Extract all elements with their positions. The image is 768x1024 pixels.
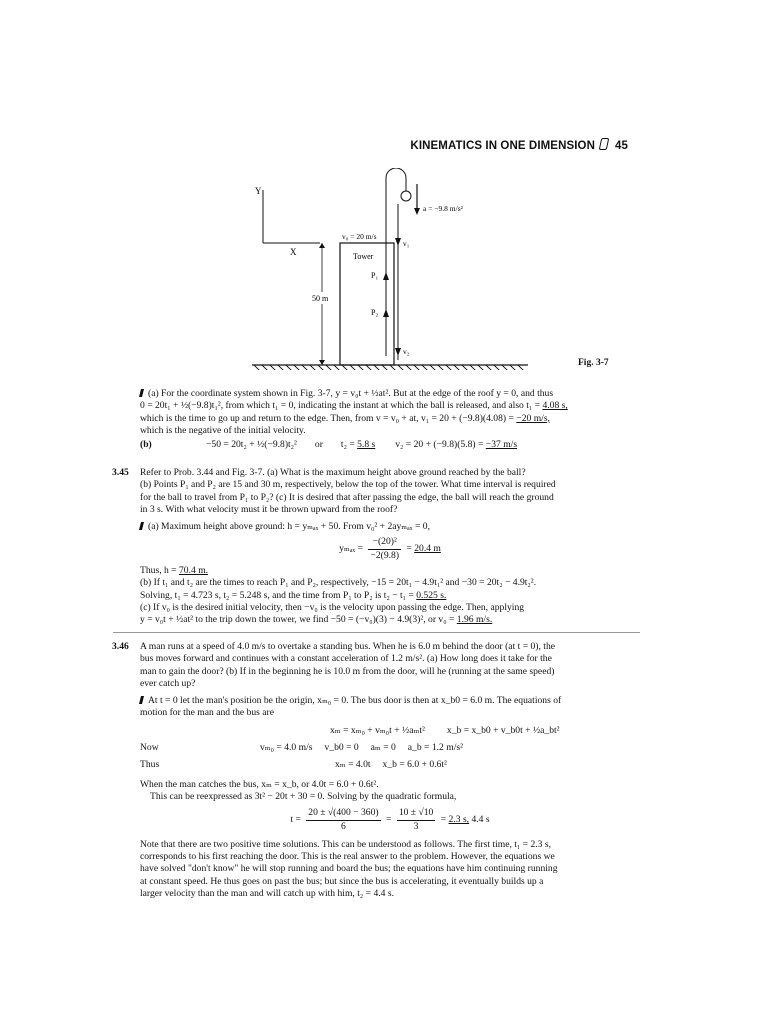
thus-label: Thus xyxy=(140,759,160,771)
answer-t1-bus: 2.3 s, xyxy=(448,814,470,826)
problem-number-3-46: 3.46 xyxy=(112,641,129,652)
q345-line1: Refer to Prob. 3.44 and Fig. 3-7. (a) What is the maximum height above ground reached by the ball? xyxy=(140,467,526,478)
running-header xyxy=(0,138,628,152)
x-axis-label: X xyxy=(290,247,297,257)
arrow-up-icon-2 xyxy=(383,309,389,317)
eq-b3: v₂ = 20 + (−9.8)(5.8) = −37 m/s xyxy=(395,439,518,451)
answer-ymax: 20.4 m xyxy=(414,543,441,555)
q346-line4: ever catch up? xyxy=(140,677,196,689)
sol-344-line3: which is the time to go up and return to the edge. Then, from v = v₀ + at, v₁ = 20 + (−9.8)(4.08) = xyxy=(140,412,517,424)
note-line2: corresponds to his first reaching the door. This is the real answer to the problem. However, the equations we xyxy=(140,851,555,863)
v1-label: v₁ xyxy=(403,239,410,248)
chapter-title: KINEMATICS IN ONE DIMENSION xyxy=(410,140,595,152)
v2-label: v₂ xyxy=(403,347,410,356)
a345-line5: (c) If v₀ is the desired initial velocity, then −v₀ is the velocity upon passing the edge. Then, applying xyxy=(140,601,525,613)
problem-3-45 xyxy=(140,467,640,627)
ground-hatching xyxy=(254,365,524,370)
q346-line2: bus moves forward and continues with a constant acceleration of 1.2 m/s². (a) How long does it take for the xyxy=(140,653,552,665)
solution-marker-icon-3 xyxy=(139,696,144,704)
q345-line2: (b) Points P₁ and P₂ are 15 and 30 m, respectively, below the top of the tower. What time interval is required xyxy=(140,479,556,491)
eq-b2: t₂ = 5.8 s xyxy=(340,439,376,451)
q346-line1: A man runs at a speed of 4.0 m/s to overtake a standing bus. When he is 6.0 m behind the door (at t = 0), the xyxy=(140,641,556,652)
ymax-equation: yₘₐₓ = $\frac{\text{−(20)²}}{-2(9.8)}$ = 20.4 m xyxy=(339,536,441,561)
note-line1: Note that there are two positive time solutions. This can be understood as follows. The first time, t₁ = 2.3 s, xyxy=(140,838,552,850)
q345-line3: for the ball to travel from P₁ to P₂? (c) It is desired that after passing the edge, the ball will reach the ground xyxy=(140,491,554,503)
a346-line4: This can be reexpressed as 3t² − 20t + 30 = 0. Solving by the quadratic formula, xyxy=(150,790,457,802)
chapter-marker-icon xyxy=(599,138,610,150)
note-line4: at constant speed. He thus goes on past the bus; but since the bus is accelerating, it eventually builds up a xyxy=(140,875,544,887)
answer-v1: −20 m/s, xyxy=(516,412,550,424)
now-label: Now xyxy=(140,742,159,754)
height-label: 50 m xyxy=(312,294,329,303)
eq-man: xₘ = xₘ₀ + vₘ₀t + ½aₘt² xyxy=(330,724,425,736)
p1-label: P₁ xyxy=(371,271,379,280)
solution-marker-icon xyxy=(139,389,144,397)
now-values: vₘ₀ = 4.0 m/s v_b0 = 0 aₘ = 0 a_b = 1.2 m/s² xyxy=(260,742,463,754)
page-number: 45 xyxy=(615,140,628,152)
a345-line4: Solving, t₁ = 4.723 s, t₂ = 5.248 s, and the time from P₁ to P₂ is t₂ − t₁ = xyxy=(140,589,417,601)
eq-bus: x_b = x_b0 + v_b0t + ½a_bt² xyxy=(446,724,560,736)
a345-line2: Thus, h = xyxy=(140,565,179,577)
tower-label: Tower xyxy=(353,252,374,261)
note-line5: larger velocity than the man and will catch up with him, t₂ = 4.4 s. xyxy=(140,888,394,900)
y-axis-label: Y xyxy=(255,186,262,196)
answer-t1: 4.08 s, xyxy=(542,400,568,412)
sol-344-line4: which is the negative of the initial velocity. xyxy=(140,424,306,436)
problem-divider xyxy=(113,632,640,633)
figure-caption: Fig. 3-7 xyxy=(578,358,609,368)
quadratic-equation: t = $\frac{20 \pm √(400 - 360)}{6}$ = $\frac{10 \pm √10}{3}$ = 2.3 s, 4.4 s xyxy=(290,807,490,832)
eq-b1: −50 = 20t₂ + ½(−9.8)t₂² xyxy=(206,439,297,451)
or-text: or xyxy=(314,439,323,451)
part-b-label: (b) xyxy=(140,439,152,451)
answer-v0: 1.96 m/s. xyxy=(456,614,493,626)
accel-label: a = −9.8 m/s² xyxy=(423,204,463,213)
sol-344-line1: (a) For the coordinate system shown in Fig. 3-7, y = v₀t + ½at². But at the edge of the roof y = 0, and thus xyxy=(148,388,554,399)
solution-marker-icon-2 xyxy=(139,522,144,530)
sol-344-line2: 0 = 20t₁ + ½(−9.8)t₁², from which t₁ = 0, indicating the instant at which the ball is released, and also t₁ = xyxy=(140,400,543,412)
answer-interval: 0.525 s. xyxy=(416,589,447,601)
solution-3-44 xyxy=(140,388,640,451)
a345-line6: y = v₀t + ½at² to the trip down the tower, we find −50 = (−v₀)(3) − 4.9(3)², or v₀ = xyxy=(140,614,457,626)
arrow-down-icon-2 xyxy=(395,348,401,356)
a346-line2: motion for the man and the bus are xyxy=(140,707,275,719)
figure-3-7 xyxy=(250,168,530,370)
v0-label: v₀ = 20 m/s xyxy=(342,232,377,241)
problem-3-46 xyxy=(140,641,640,900)
accel-arrow-icon xyxy=(414,208,420,215)
ball-arc-path xyxy=(386,168,406,178)
answer-h: 70.4 m. xyxy=(179,565,209,577)
ball-icon xyxy=(401,191,411,201)
q346-line3: man to gain the door? (b) If in the beginning he is 10.0 m from the door, will he (running at the same speed) xyxy=(140,665,555,677)
problem-number-3-45: 3.45 xyxy=(112,467,129,478)
q345-line4: in 3 s. With what velocity must it be thrown upward from the roof? xyxy=(140,503,398,515)
a345-line3: (b) If t₁ and t₂ are the times to reach P₁ and P₂, respectively, −15 = 20t₁ − 4.9t₁² and −30 = 20t₂ − 4.9t₂². xyxy=(140,577,537,589)
thus-values: xₘ = 4.0t x_b = 6.0 + 0.6t² xyxy=(335,759,447,771)
a346-line3: When the man catches the bus, xₘ = x_b, or 4.0t = 6.0 + 0.6t². xyxy=(140,778,379,790)
tower-diagram xyxy=(250,168,530,370)
a346-line1: At t = 0 let the man's position be the origin, xₘ₀ = 0. The bus door is then at x_b0 = 6.0 m. The equations of xyxy=(148,695,562,707)
note-line3: have solved "don't know" he will stop running and board the bus; the equations have him continuing running xyxy=(140,863,558,875)
arrow-down-icon xyxy=(395,238,401,246)
p2-label: P₂ xyxy=(371,308,379,317)
arrow-up-icon xyxy=(383,272,389,280)
a345-line1: (a) Maximum height above ground: h = yₘₐₓ + 50. From v₀² + 2ayₘₐₓ = 0, xyxy=(148,521,430,533)
